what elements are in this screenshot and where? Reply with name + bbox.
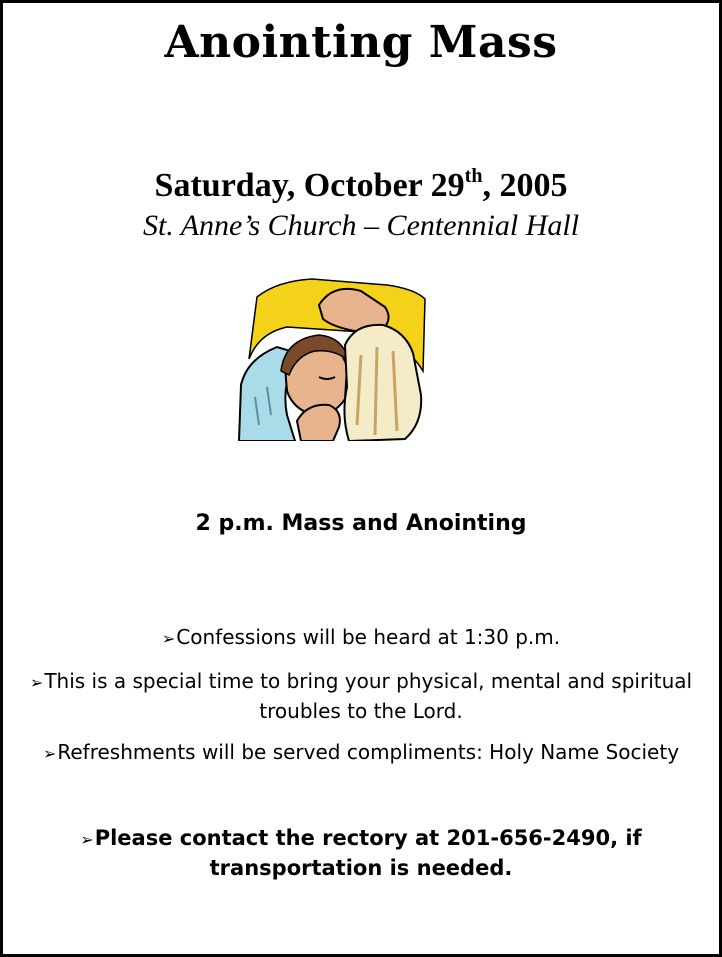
event-date-prefix: Saturday, October 29 — [154, 167, 465, 204]
bullet-contact-rectory — [3, 824, 719, 883]
event-date-suffix: , 2005 — [482, 167, 568, 204]
flyer-title: Anointing Mass — [164, 17, 558, 68]
bullet-text: Refreshments will be served compliments: Holy Name Society — [57, 740, 680, 764]
bullet-special-time — [3, 667, 719, 725]
event-date-ordinal: th — [464, 165, 483, 187]
bullet-arrow-icon: ➢ — [42, 744, 57, 763]
bullet-refreshments — [3, 738, 719, 768]
event-date — [3, 167, 719, 205]
bullet-arrow-icon: ➢ — [161, 629, 176, 648]
bullet-confessions — [3, 623, 719, 653]
mass-time-heading: 2 p.m. Mass and Anointing — [195, 511, 527, 536]
bullet-text: Please contact the rectory at 201-656-2490, if transportation is needed. — [94, 826, 642, 880]
praying-figure-illustration — [237, 275, 429, 441]
bullet-arrow-icon: ➢ — [80, 830, 94, 849]
bullet-arrow-icon: ➢ — [29, 673, 44, 692]
bullet-text: This is a special time to bring your physical, mental and spiritual troubles to the Lord. — [44, 669, 693, 723]
bullet-text: Confessions will be heard at 1:30 p.m. — [176, 625, 561, 649]
event-venue: St. Anne’s Church – Centennial Hall — [142, 209, 580, 242]
